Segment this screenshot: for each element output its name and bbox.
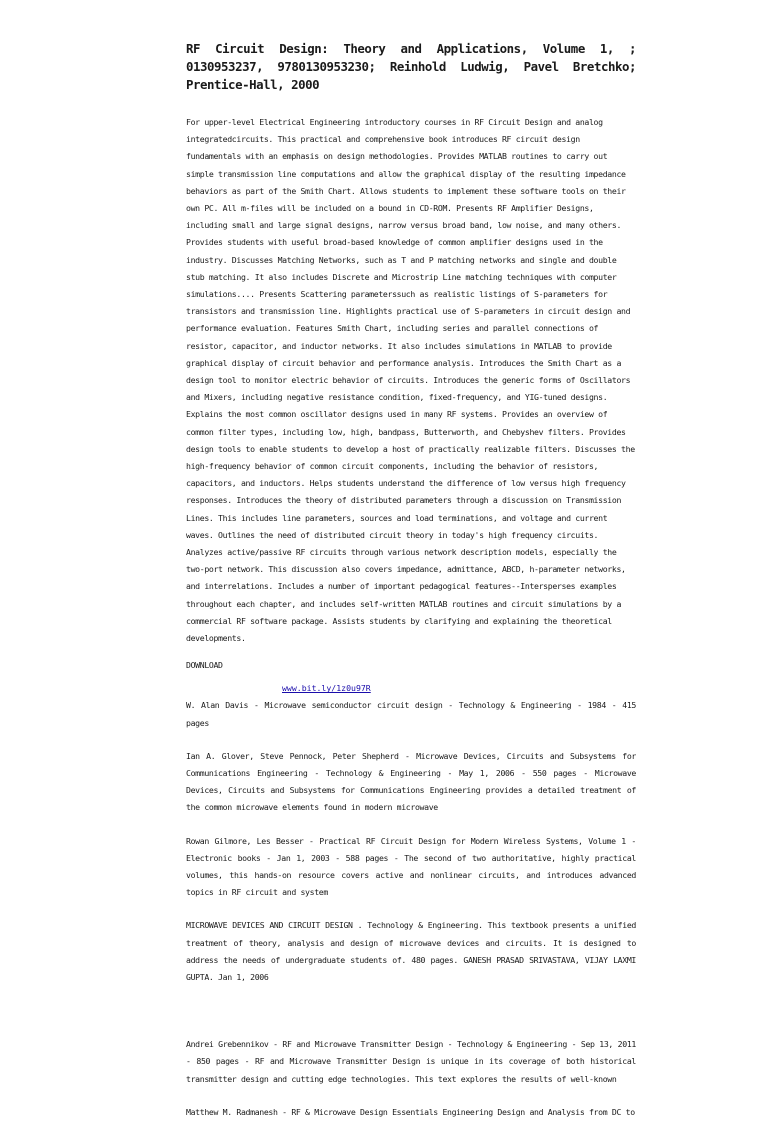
download-link-line	[186, 680, 636, 697]
reference-item: Rowan Gilmore, Les Besser - Practical RF Circuit Design for Modern Wireless Systems, Volume 1 - Electronic books - Jan 1, 2003 - 588 pages - The second of two authoritative, highly practical volumes, this hands-on resource covers active and nonlinear circuits, and introduces advanced topics in RF circuit and system	[186, 835, 636, 898]
document-page	[186, 40, 636, 1137]
reference-item: MICROWAVE DEVICES AND CIRCUIT DESIGN . Technology & Engineering. This textbook presents a unified treatment of theory, analysis and design of microwave devices and circuits. It is designed to address the needs of undergraduate students of. 480 pages. GANESH PRASAD SRIVASTAVA, VIJAY LAXMI GUPTA. Jan 1, 2006	[186, 920, 636, 982]
download-link[interactable]: www.bit.ly/1z0u97R	[282, 683, 371, 694]
reference-item: W. Alan Davis - Microwave semiconductor circuit design - Technology & Engineering - 1984 - 415 pages	[186, 700, 636, 728]
spacer	[186, 1002, 636, 1036]
download-label: DOWNLOAD	[186, 660, 223, 671]
reference-item: Andrei Grebennikov - RF and Microwave Transmitter Design - Technology & Engineering - Sep 13, 2011 - 850 pages - RF and Microwave Transmitter Design is unique in its coverage of both historical transmitter design and cutting edge technologies. This text explores the results of well-known	[186, 1039, 636, 1084]
reference-item: Ian A. Glover, Steve Pennock, Peter Shepherd - Microwave Devices, Circuits and Subsystems for Communications Engineering - Technology & Engineering - May 1, 2006 - 550 pages - Microwave Devices, Circuits and Subsystems for Communications Engineering provides a detailed treatment of the common microwave elements found in modern microwave	[186, 750, 636, 813]
book-description: For upper-level Electrical Engineering introductory courses in RF Circuit Design and analog integratedcircuits. This practical and comprehensive book introduces RF circuit design fundamentals with an emphasis on design methodologies. Provides MATLAB routines to carry out simple transmission line computations and allow the graphical display of the resulting impedance behaviors as part of the Smith Chart. Allows students to implement these software tools on their own PC. All m-files will be included on a bound in CD-ROM. Presents RF Amplifier Designs, including small and large signal designs, narrow versus broad band, low noise, and many others. Provides students with useful broad-based knowledge of common amplifier designs used in the industry. Discusses Matching Networks, such as T and P matching networks and single and double stub matching. It also includes Discrete and Microstrip Line matching techniques with computer simulations.... Presents Scattering parameterssuch as realistic listings of S-parameters for transistors and transmission line. Highlights practical use of S-parameters in circuit design and performance evaluation. Features Smith Chart, including series and parallel connections of resistor, capacitor, and inductor networks. It also includes simulations in MATLAB to provide graphical display of circuit behavior and performance analysis. Introduces the Smith Chart as a design tool to monitor electric behavior of circuits. Introduces the generic forms of Oscillators and Mixers, including negative resistance condition, fixed-frequency, and YIG-tuned designs. Explains the most common oscillator designs used in many RF systems. Provides an overview of common filter types, including low, high, bandpass, Butterworth, and Chebyshev filters. Provides design tools to enable students to develop a host of practically realizable filters. Discusses the high-frequency behavior of common circuit components, including the behavior of resistors, capacitors, and inductors. Helps students understand the difference of low versus high frequency responses. Introduces the theory of distributed parameters through a discussion on Transmission Lines. This includes line parameters, sources and load terminations, and voltage and current waves. Outlines the need of distributed circuit theory in today's high frequency circuits. Analyzes active/passive RF circuits through various network description models, especially the two-port network. This discussion also covers impedance, admittance, ABCD, h-parameter networks, and interrelations. Includes a number of important pedagogical features--Intersperses examples throughout each chapter, and includes self-written MATLAB routines and circuit simulations by a commercial RF software package. Assists students by clarifying and explaining the theoretical developments.	[186, 117, 635, 644]
book-title: RF Circuit Design: Theory and Applications, Volume 1, ; 0130953237, 9780130953230; Reinhold Ludwig, Pavel Bretchko; Prentice-Hall, 2000	[186, 41, 636, 92]
reference-item: Matthew M. Radmanesh - RF & Microwave Design Essentials Engineering Design and Analysis from DC to	[186, 1106, 635, 1117]
